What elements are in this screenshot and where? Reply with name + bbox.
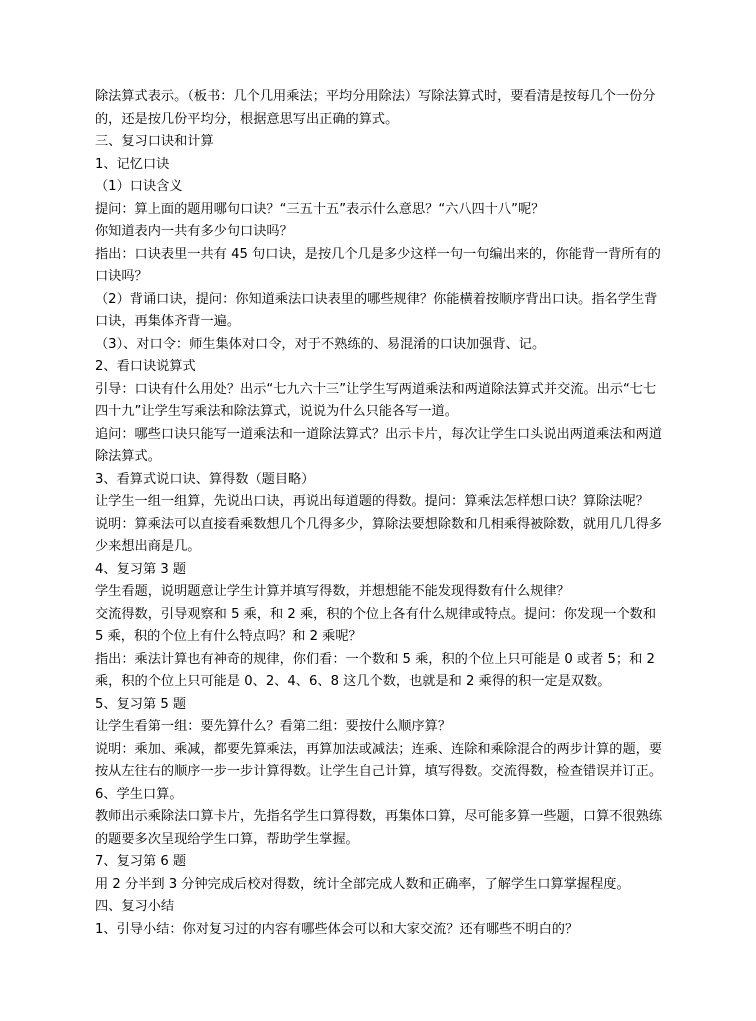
text-line: （3）、对口令：师生集体对口令，对于不熟练的、易混淆的口诀加强背、记。	[95, 336, 546, 352]
text-line: 学生看题，说明题意让学生计算并填写得数，并想想能不能发现得数有什么规律？	[95, 584, 570, 599]
text-line: 追问：哪些口诀只能写一道乘法和一道除法算式？出示卡片，每次让学生口头说出两道乘法和两道除法算式。	[95, 426, 663, 464]
subsection-heading: 3、看算式说口诀、算得数（题目略）	[95, 471, 315, 487]
item-heading: （1）口诀含义	[95, 179, 183, 194]
text-line: 让学生一组一组算，先说出口诀，再说出每道题的得数。提问：算乘法怎样想口诀？算除法呢？	[95, 494, 649, 509]
subsection-heading: 1、记忆口诀	[95, 156, 170, 172]
text-line: （2）背诵口诀，提问：你知道乘法口诀表里的哪些规律？你能横着按顺序背出口诀。指名学生背口诀，再集体齐背一遍。	[95, 291, 658, 329]
subsection-heading: 5、复习第 5 题	[95, 696, 187, 712]
subsection-heading: 2、看口诀说算式	[95, 359, 196, 374]
text-line: 让学生看第一组：要先算什么？看第二组：要按什么顺序算？	[95, 719, 452, 734]
text-line: 说明：乘加、乘减，都要先算乘法，再算加法或减法；连乘、连除和乘除混合的两步计算的题，要按从左往右的顺序一步一步计算得数。让学生自己计算，填写得数。交流得数，检查错误并订正。	[95, 741, 663, 779]
text-line: 引导：口诀有什么用处？出示“七九六十三”让学生写两道乘法和两道除法算式并交流。出示“七七四十九”让学生写乘法和除法算式，说说为什么只能各写一道。	[95, 381, 657, 419]
text-line: 说明：算乘法可以直接看乘数想几个几得多少，算除法要想除数和几相乘得被除数，就用几几得多少来想出商是几。	[95, 516, 663, 554]
subsection-heading: 4、复习第 3 题	[95, 561, 187, 577]
text-line: 交流得数，引导观察和 5 乘，和 2 乘，积的个位上各有什么规律或特点。提问：你发现一个数和 5 乘，积的个位上有什么特点吗？和 2 乘呢？	[95, 606, 661, 644]
section-heading: 四、复习小结	[95, 899, 175, 914]
subsection-heading: 6、学生口算。	[95, 786, 183, 802]
text-line: 指出：口诀表里一共有 45 句口诀，是按几个几是多少这样一句一句编出来的，你能背一背所有的口诀吗？	[95, 246, 661, 284]
text-line: 教师出示乘除法口算卡片，先指名学生口算得数，再集体口算，尽可能多算一些题，口算不很熟练的题要多次呈现给学生口算，帮助学生掌握。	[95, 809, 663, 847]
text-line: 指出：乘法计算也有神奇的规律，你们看：一个数和 5 乘，积的个位上只可能是 0 或者 5；和 2 乘，积的个位上只可能是 0、2、4、6、8 这几个数，也就是和 2 乘得的积一定是双数。	[95, 651, 660, 689]
text-line: 你知道表内一共有多少句口诀吗？	[95, 224, 293, 239]
section-heading: 三、复习口诀和计算	[95, 134, 214, 149]
text-line: 用 2 分半到 3 分钟完成后校对得数，统计全部完成人数和正确率，了解学生口算掌握程度。	[95, 876, 630, 892]
text-line: 1、引导小结：你对复习过的内容有哪些体会可以和大家交流？还有哪些不明白的？	[95, 921, 579, 937]
text-line: 提问：算上面的题用哪句口诀？“三五十五”表示什么意思？“六八四十八”呢？	[95, 201, 545, 217]
text-line: 除法算式表示。（板书：几个几用乘法；平均分用除法）写除法算式时，要看清是按每几个一份分的，还是按几份平均分，根据意思写出正确的算式。	[95, 89, 656, 127]
subsection-heading: 7、复习第 6 题	[95, 854, 187, 869]
